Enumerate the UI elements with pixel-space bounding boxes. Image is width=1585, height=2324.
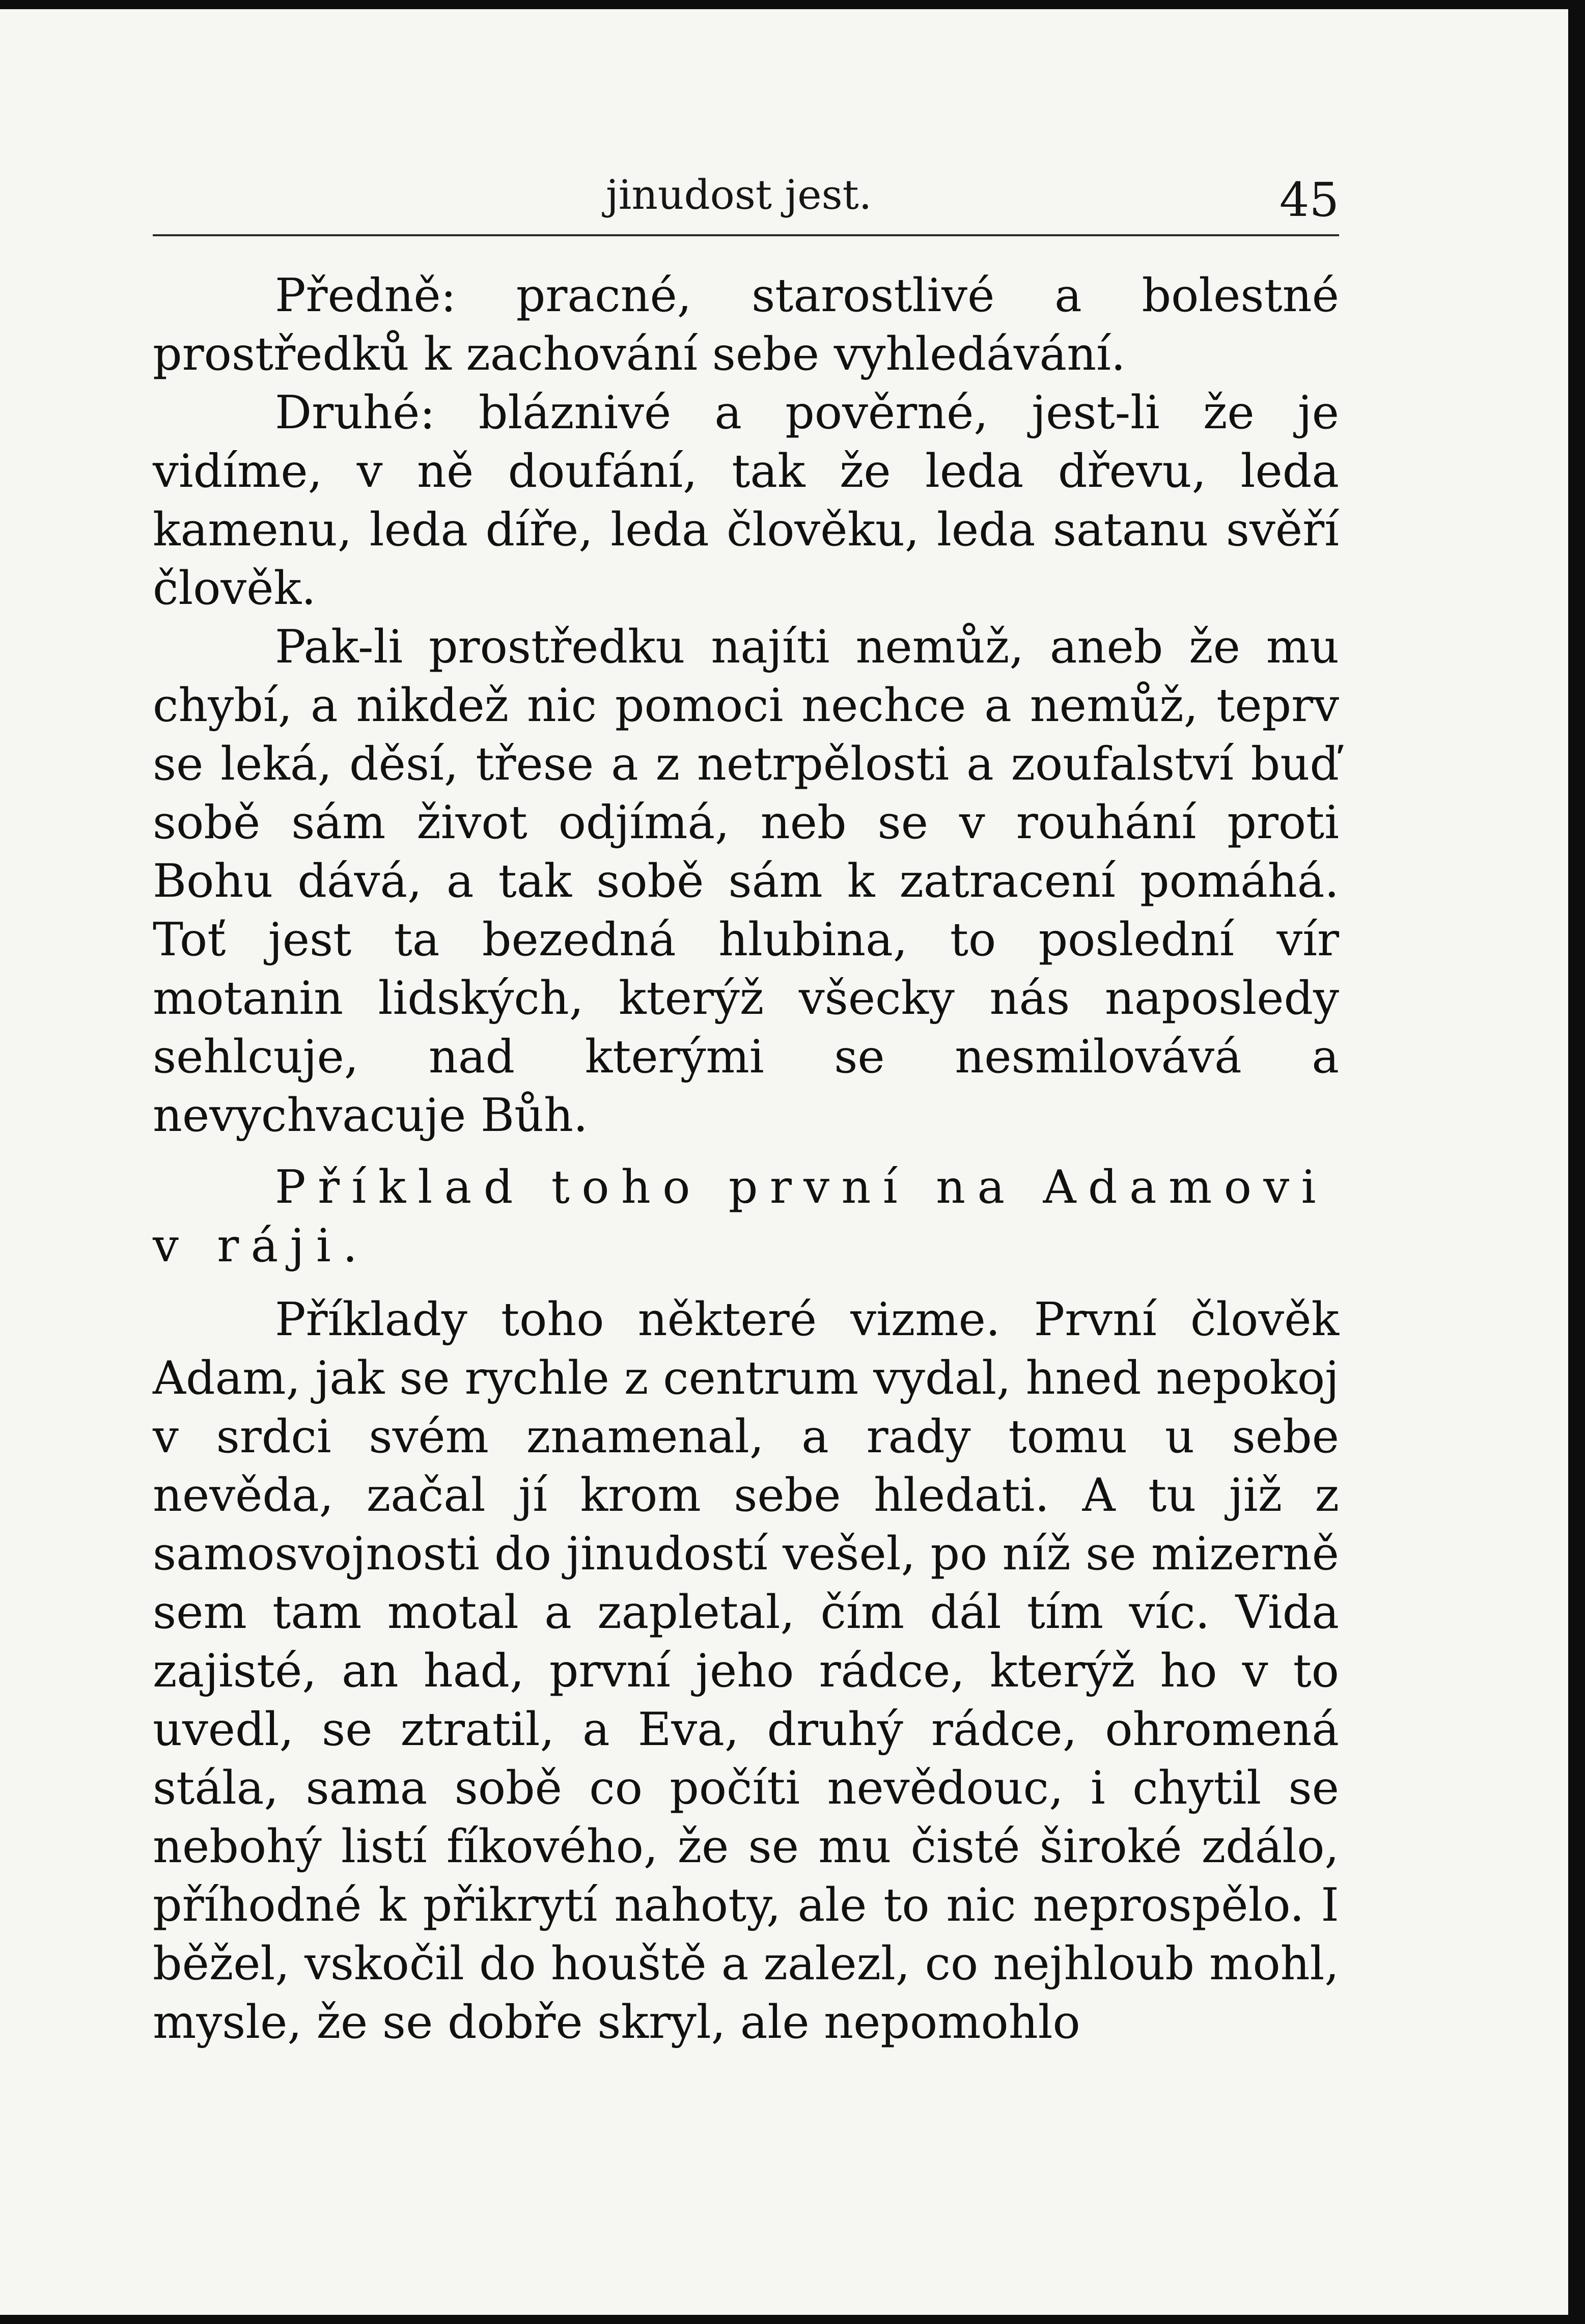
book-page [0, 9, 1568, 2315]
paragraph: Druhé: bláznivé a pověrné, jest-li že je vidíme, v ně doufání, tak že leda dřevu, leda kamenu, leda díře, leda člověku, leda satanu svěří člověk. [153, 386, 1339, 615]
scan-edge [1568, 0, 1585, 2324]
running-head: jinudost jest. [606, 171, 872, 218]
page-header [153, 167, 1339, 243]
body-text [153, 266, 1339, 2052]
page-number: 45 [1279, 173, 1339, 227]
paragraph: Předně: pracné, starostlivé a bolestné prostředků k zachování sebe vyhledávání. [153, 269, 1339, 381]
paragraph: Pak-li prostředku najíti nemůž, aneb že mu chybí, a nikdež nic pomoci nechce a nemůž, teprv se leká, děsí, třese a z netrpělosti a zoufalství buď sobě sám život odjímá, neb se v rouhání proti Bohu dává, a tak sobě sám k zatracení pomáhá. Toť jest ta bezedná hlubina, to poslední vír motanin lidských, kterýž všecky nás naposledy sehlcuje, nad kterými se nesmilovává a nevychvacuje Bůh. [153, 620, 1339, 1142]
paragraph: Příklady toho některé vizme. První člověk Adam, jak se rychle z centrum vydal, hned nepokoj v srdci svém znamenal, a rady tomu u sebe nevěda, začal jí krom sebe hledati. A tu již z samosvojnosti do jinudostí vešel, po níž se mizerně sem tam motal a zapletal, čím dál tím víc. Vida zajisté, an had, první jeho rádce, kterýž ho v to uvedl, se ztratil, a Eva, druhý rádce, ohromená stála, sama sobě co počíti nevědouc, i chytil se nebohý listí fíkového, že se mu čisté široké zdálo, příhodné k přikrytí nahoty, ale to nic neprospělo. I běžel, vskočil do houště a zalezl, co nejhloub mohl, mysle, že se dobře skryl, ale nepomohlo [153, 1293, 1339, 2049]
header-rule [153, 234, 1339, 236]
section-heading: Příklad toho první na Adamovi v ráji. [153, 1160, 1328, 1272]
